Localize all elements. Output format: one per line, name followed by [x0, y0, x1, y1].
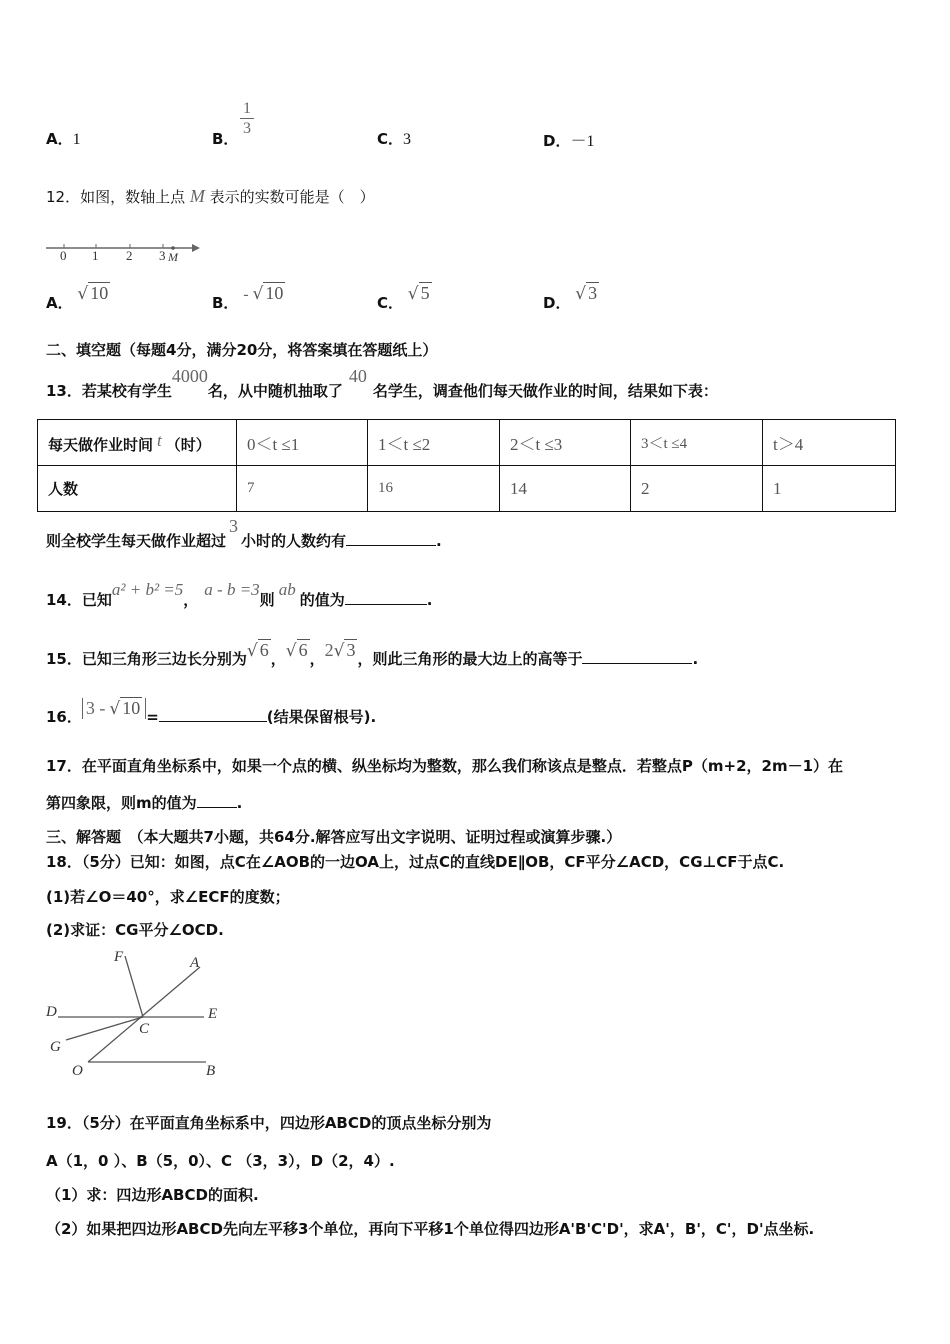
- q16-line: [46, 698, 376, 728]
- label-o: O: [72, 1063, 83, 1079]
- tick-label-1: 1: [92, 248, 99, 263]
- q14-pre: 14．已知: [46, 591, 112, 609]
- q12-option-d: [543, 283, 599, 313]
- ray-cf: [125, 956, 143, 1017]
- label-g: G: [50, 1039, 61, 1055]
- q17-line-1: 17．在平面直角坐标系中，如果一个点的横、纵坐标均为整数，那么我们称该点是整点．若整点P（m+2，2m－1）在: [46, 757, 844, 775]
- table-header-cell: 2＜t ≤3: [500, 420, 631, 466]
- q13-stem: [46, 366, 718, 400]
- answer-blank[interactable]: [345, 604, 427, 605]
- section-3-title: 三、解答题 （本大题共7小题，共64分.解答应写出文字说明、证明过程或演算步骤.）: [46, 828, 622, 846]
- answer-blank[interactable]: [197, 807, 237, 808]
- q11-fraction-denominator: 3: [243, 120, 251, 137]
- ray-oa: [88, 967, 200, 1062]
- q13-n1: 4000: [171, 366, 208, 386]
- answer-blank[interactable]: [582, 663, 692, 664]
- absolute-value-expression: 3 - √ 10: [82, 698, 146, 719]
- q14-expr: ab: [278, 580, 296, 599]
- q12-option-d-label: D．: [543, 294, 571, 312]
- number-line-arrow: [192, 244, 200, 252]
- q15-post: ，则此三角形的最大边上的高等于: [357, 650, 583, 668]
- table-header-label: 每天做作业时间 t （时）: [38, 420, 237, 466]
- q18-stem: 18．（5分）已知：如图，点C在∠AOB的一边OA上，过点C的直线DE∥OB，CF平分∠ACD，CG⊥CF于点C.: [46, 853, 785, 871]
- q11-option-b-fraction: [240, 100, 254, 139]
- q13-p2: 名，从中随机抽取了: [207, 382, 343, 400]
- q11-option-a-label: A．: [46, 130, 73, 148]
- label-c: C: [139, 1021, 150, 1037]
- ray-cg: [66, 1017, 143, 1040]
- q12-option-c-label: C．: [377, 294, 404, 312]
- tick-label-0: 0: [60, 248, 67, 263]
- q11-option-b-label: B．: [212, 130, 239, 148]
- q12-option-b-sign: -: [243, 286, 249, 303]
- q14-line: [46, 580, 432, 610]
- sqrt-5-radical: √ 5: [407, 283, 430, 304]
- angle-geometry-figure: [44, 944, 234, 1084]
- q11-option-c-label: C．: [377, 130, 404, 148]
- sqrt-10-radical: √ 10: [77, 283, 109, 304]
- label-a: A: [190, 955, 200, 971]
- q13-after-end: .: [436, 532, 442, 550]
- tick-label-2: 2: [126, 248, 133, 263]
- q13-p3: 名学生，调查他们每天做作业的时间，结果如下表：: [372, 382, 718, 400]
- q11-option-d: [543, 128, 594, 151]
- q13-after-pre: 则全校学生每天做作业超过: [46, 532, 227, 550]
- q15-line: 15．已知三角形三边长分别为√ 6 ，√ 6 ，2√ 3 ，则此三角形的最大边上的高等于 .: [46, 640, 699, 668]
- q15-s3-coef: 2: [324, 640, 334, 660]
- q16-pre: 16．: [46, 708, 82, 726]
- label-e: E: [208, 1006, 218, 1022]
- q12-stem-post: 表示的实数可能是（ ）: [209, 188, 375, 206]
- table-header-cell: t＞4: [763, 420, 896, 466]
- q16-post: (结果保留根号).: [266, 708, 377, 726]
- number-line-figure: [44, 238, 204, 266]
- q12-option-b: [212, 283, 285, 313]
- sqrt-10-radical: √ 10: [109, 698, 141, 719]
- sqrt-6-radical: √ 6: [285, 640, 308, 661]
- answer-blank[interactable]: [159, 721, 267, 722]
- table-row: [38, 466, 896, 512]
- q19-part-1: （1）求：四边形ABCD的面积.: [46, 1186, 259, 1204]
- q18-part-2: (2)求证：CG平分∠OCD.: [46, 921, 224, 939]
- q11-option-d-label: D．: [543, 132, 571, 150]
- q12-option-b-label: B．: [212, 294, 239, 312]
- q14-then: 则: [259, 591, 275, 609]
- table-header-cell: 1＜t ≤2: [368, 420, 500, 466]
- q12-option-a-label: A．: [46, 294, 73, 312]
- label-b: B: [206, 1063, 216, 1079]
- table-cell: 14: [500, 466, 631, 512]
- q13-n2: 40: [348, 366, 367, 386]
- q13-after-post: 小时的人数约有: [241, 532, 347, 550]
- table-row-label: 人数: [38, 466, 237, 512]
- q13-followup: [46, 516, 442, 550]
- sqrt-6-radical: √ 6: [246, 640, 269, 661]
- q12-stem: [46, 186, 375, 207]
- section-2-title: 二、填空题（每题4分，满分20分，将答案填在答题纸上）: [46, 341, 438, 359]
- q14-end: .: [426, 591, 433, 609]
- q17-line-2: 第四象限，则m的值为 .: [46, 794, 243, 812]
- q14-post: 的值为: [299, 591, 345, 609]
- answer-blank[interactable]: [346, 545, 436, 546]
- q11-option-c: [377, 128, 411, 149]
- q11-fraction-numerator: 1: [243, 100, 251, 117]
- tick-label-3: 3: [159, 248, 166, 263]
- q11-option-a-value: 1: [72, 131, 81, 148]
- q14-eq2: a - b =3: [204, 580, 260, 599]
- q14-eq1: a² + b² =5: [111, 580, 184, 599]
- q15-pre: 15．已知三角形三边长分别为: [46, 650, 247, 668]
- q19-part-2: （2）如果把四边形ABCD先向左平移3个单位，再向下平移1个单位得四边形A'B'C'D'，求A'，B'，C'，D'点坐标.: [46, 1220, 815, 1238]
- label-d: D: [46, 1004, 57, 1020]
- table-cell: 16: [368, 466, 500, 512]
- point-m-label: M: [168, 250, 178, 264]
- q13-p1: 13．若某校有学生: [46, 382, 172, 400]
- q14-comma: ，: [183, 591, 199, 609]
- q11-option-a: [46, 128, 81, 149]
- table-cell: 2: [631, 466, 763, 512]
- q18-part-1: (1)若∠O＝40°，求∠ECF的度数；: [46, 888, 290, 906]
- q13-after-num: 3: [229, 516, 239, 536]
- table-header-cell: 3＜t ≤4: [631, 420, 763, 466]
- q11-option-d-value: －1: [570, 133, 595, 150]
- q16-eq: =: [146, 708, 159, 726]
- q11-option-c-value: 3: [403, 131, 412, 148]
- q12-option-a: [46, 283, 110, 313]
- table-cell: 7: [237, 466, 368, 512]
- q19-coords: A（1，0 ）、B（5，0）、C （3，3），D（2，4）.: [46, 1152, 395, 1170]
- sqrt-10-radical: √ 10: [252, 283, 284, 304]
- sqrt-3-radical: √ 3: [575, 283, 598, 304]
- label-f: F: [114, 949, 124, 965]
- table-row: [38, 420, 896, 466]
- q12-stem-pre: 12．如图，数轴上点: [46, 188, 186, 206]
- homework-time-table: [37, 419, 896, 512]
- q19-stem: 19．（5分）在平面直角坐标系中，四边形ABCD的顶点坐标分别为: [46, 1114, 492, 1132]
- sqrt-3-radical: √ 3: [333, 640, 356, 661]
- table-cell: 1: [763, 466, 896, 512]
- q15-end: .: [692, 650, 699, 668]
- table-header-cell: 0＜t ≤1: [237, 420, 368, 466]
- q12-var: M: [189, 186, 205, 206]
- q12-option-c: [377, 283, 432, 313]
